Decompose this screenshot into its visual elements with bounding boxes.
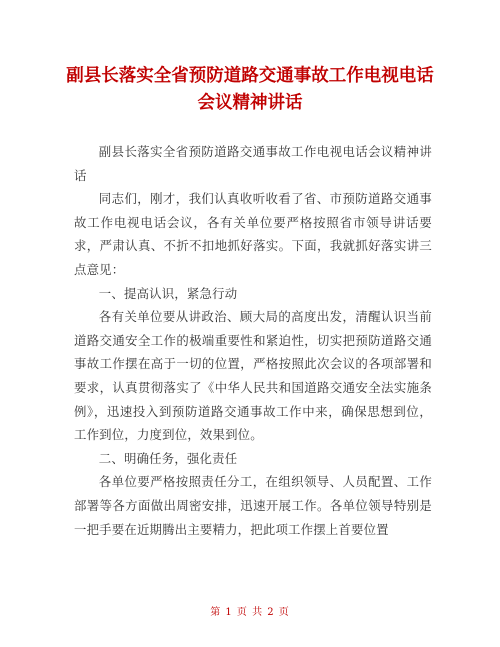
paragraph-section-1: 各有关单位要从讲政治、顾大局的高度出发，清醒认识当前道路交通安全工作的极端重要性和紧迫性，切实把预防道路交通事故工作摆在高于一切的位置，严格按照此次会议的各项部署和要求，认真贯彻落实了《中华人民共和国道路交通安全法实施条例》，迅速投入到预防道路交通事故工作中来，确保思想到位，工作到位，力度到位，效果到位。 [74, 309, 432, 443]
section-heading-1: 一、提高认识，紧急行动 [98, 285, 238, 301]
paragraph-title-repeat: 副县长落实全省预防道路交通事故工作电视电话会议精神讲话 [74, 144, 432, 183]
paragraph-section-2: 各单位要严格按照责任分工，在组织领导、人员配置、工作部署等各方面做出周密安排，迅速开展工作。各单位领导特别是一把手要在近期腾出主要精力，把此项工作摆上首要位置 [74, 474, 432, 537]
paragraph-opening: 同志们，刚才，我们认真收听收看了省、市预防道路交通事故工作电视电话会议，各有关单位要严格按照省市领导讲话要求，严肃认真、不折不扣地抓好落实。下面，我就抓好落实讲三点意见： [74, 191, 432, 277]
document-title: 副县长落实全省预防道路交通事故工作电视电话会议精神讲话 [66, 66, 434, 113]
document-body [74, 140, 432, 541]
page-number-footer: 第 1 页 共 2 页 [210, 607, 290, 618]
section-heading-2: 二、明确任务，强化责任 [98, 450, 238, 466]
